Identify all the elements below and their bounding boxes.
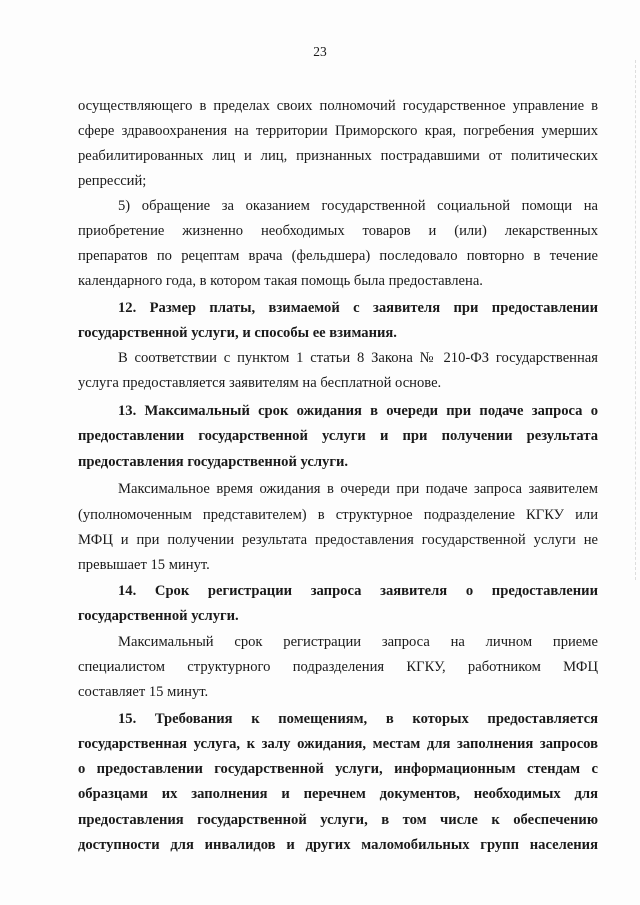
section-heading-12: государственной услуги, и способы ее взимания. [78, 325, 397, 341]
paragraph-line: МФЦ и при получении результата предоставления государственной услуги не [78, 532, 598, 548]
paragraph-line: репрессий; [78, 173, 147, 189]
paragraph-line: услуга предоставляется заявителям на бесплатной основе. [78, 375, 442, 391]
paragraph-line: осуществляющего в пределах своих полномочий государственное управление в [78, 98, 598, 114]
section-heading-14: 14. Срок регистрации запроса заявителя о предоставлении [118, 583, 598, 599]
paragraph-line: календарного года, в котором такая помощь была предоставлена. [78, 273, 483, 289]
paragraph-line: препаратов по рецептам врача (фельдшера) последовало повторно в течение [78, 248, 598, 264]
paragraph-line: 5) обращение за оказанием государственной социальной помощи на [118, 198, 598, 214]
section-heading-15: образцами их заполнения и перечнем документов, необходимых для [78, 786, 598, 802]
section-heading-15: предоставления государственной услуги, в том числе к обеспечению [78, 812, 598, 828]
paragraph-line: приобретение жизненно необходимых товаров и (или) лекарственных [78, 223, 598, 239]
paragraph-line: реабилитированных лиц и лиц, признанных пострадавшими от политических [78, 148, 598, 164]
paragraph-line: (уполномоченным представителем) в структурное подразделение КГКУ или [78, 507, 598, 523]
paragraph-line: сфере здравоохранения на территории Приморского края, погребения умерших [78, 123, 598, 139]
paragraph-line: В соответствии с пунктом 1 статьи 8 Закона № 210-ФЗ государственная [118, 350, 598, 366]
section-heading-13: 13. Максимальный срок ожидания в очереди при подаче запроса о [118, 403, 598, 419]
paragraph-line: Максимальный срок регистрации запроса на личном приеме [118, 634, 598, 650]
paragraph-line: составляет 15 минут. [78, 684, 209, 700]
section-heading-12: 12. Размер платы, взимаемой с заявителя при предоставлении [118, 300, 598, 316]
section-heading-14: государственной услуги. [78, 608, 239, 624]
paragraph-line: превышает 15 минут. [78, 557, 210, 573]
section-heading-15: государственная услуга, к залу ожидания, местам для заполнения запросов [78, 736, 598, 752]
section-heading-15: доступности для инвалидов и других маломобильных групп населения [78, 837, 598, 853]
section-heading-15: 15. Требования к помещениям, в которых предоставляется [118, 711, 598, 727]
paragraph-line: Максимальное время ожидания в очереди при подаче запроса заявителем [118, 481, 598, 497]
scan-edge-mark [634, 60, 636, 580]
page-number: 23 [313, 44, 327, 59]
section-heading-13: предоставлении государственной услуги и при получении результата [78, 428, 598, 444]
section-heading-13: предоставления государственной услуги. [78, 454, 349, 470]
paragraph-line: специалистом структурного подразделения КГКУ, работником МФЦ [78, 659, 598, 675]
section-heading-15: о предоставлении государственной услуги, информационным стендам с [78, 761, 598, 777]
